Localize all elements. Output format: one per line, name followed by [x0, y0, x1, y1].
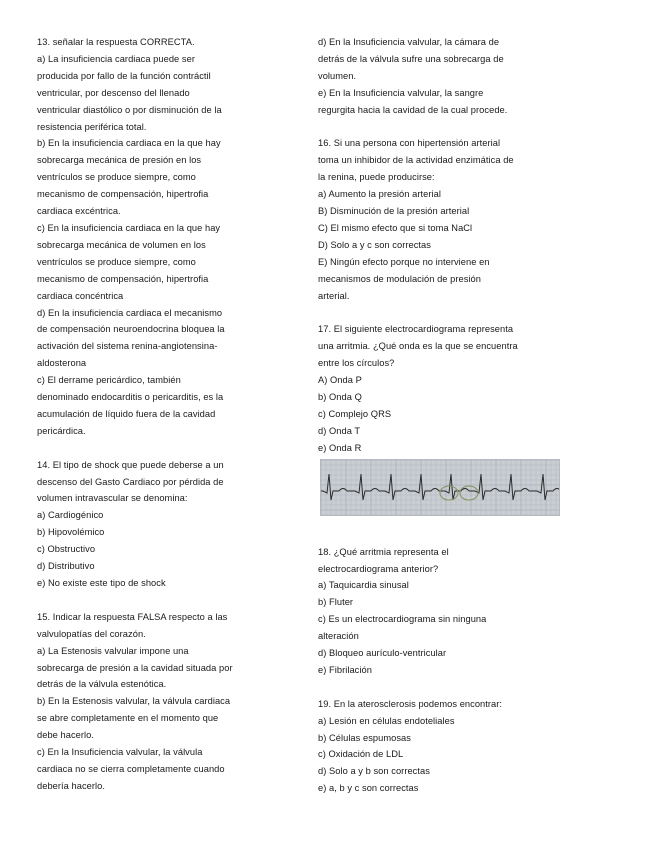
text-line: sobrecarga mecánica de volumen en los [37, 239, 206, 250]
text-line: 14. El tipo de shock que puede deberse a un [37, 459, 224, 470]
text-line: 17. El siguiente electrocardiograma representa [318, 324, 514, 335]
paragraph-gap [318, 679, 573, 696]
text-line: 16. Si una persona con hipertensión arterial [318, 138, 501, 149]
text-line: ventricular diastólico o por disminución de la [37, 104, 222, 115]
text-line: e) No existe este tipo de shock [37, 577, 166, 588]
text-line: toma un inhibidor de la actividad enzimática de [318, 155, 514, 166]
text-line: 15. Indicar la respuesta FALSA respecto a las [37, 611, 228, 622]
text-line: aldosterona [37, 358, 87, 369]
text-line: e) a, b y c son correctas [318, 783, 419, 794]
text-line: 18. ¿Qué arritmia representa el [318, 546, 449, 557]
text-line: c) El derrame pericárdico, también [37, 375, 181, 386]
ecg-image [320, 459, 560, 516]
text-line: B) Disminución de la presión arterial [318, 206, 470, 217]
text-line: a) Cardiogénico [37, 510, 104, 521]
ecg-circle-marker [460, 486, 478, 500]
text-line: D) Solo a y c son correctas [318, 239, 431, 250]
text-line: arterial. [318, 290, 350, 301]
text-line: e) Fibrilación [318, 664, 372, 675]
text-line: mecanismos de modulación de presión [318, 273, 481, 284]
text-line: se abre completamente en el momento que [37, 713, 219, 724]
text-line: d) Onda T [318, 425, 361, 436]
text-line: a) Aumento la presión arterial [318, 189, 441, 200]
ecg-strip-graphic [321, 460, 559, 515]
right-column [318, 34, 573, 797]
text-line: c) En la insuficiencia cardiaca en la que hay [37, 222, 221, 233]
text-line: regurgita hacia la cavidad de la cual procede. [318, 104, 508, 115]
text-line: 19. En la aterosclerosis podemos encontrar: [318, 698, 503, 709]
text-line: debería hacerlo. [37, 780, 105, 791]
text-line: de compensación neuroendocrina bloquea la [37, 324, 225, 335]
text-line: c) Obstructivo [37, 544, 96, 555]
text-line: d) Distributivo [37, 561, 95, 572]
text-line: cardiaca concéntrica [37, 290, 124, 301]
text-line: d) Solo a y b son correctas [318, 766, 430, 777]
text-line: ventrículos se produce siempre, como [37, 172, 196, 183]
right-column-bottom [318, 544, 573, 798]
paragraph-gap [37, 440, 285, 457]
text-line: la renina, puede producirse: [318, 172, 435, 183]
text-line: e) Onda R [318, 442, 362, 453]
text-line: cardiaca excéntrica. [37, 206, 121, 217]
text-line: resistencia periférica total. [37, 121, 147, 132]
text-line: alteración [318, 631, 359, 642]
text-line: electrocardiograma anterior? [318, 563, 439, 574]
paragraph-gap [37, 592, 285, 609]
text-line: detrás de la válvula sufre una sobrecarga de [318, 53, 504, 64]
paragraph-gap [318, 119, 573, 136]
text-line: entre los círculos? [318, 358, 395, 369]
text-line: a) La Estenosis valvular impone una [37, 645, 189, 656]
text-line: ventricular, por descenso del llenado [37, 87, 190, 98]
text-line: pericárdica. [37, 425, 86, 436]
text-line: debe hacerlo. [37, 730, 94, 741]
text-line: mecanismo de compensación, hipertrofia [37, 189, 209, 200]
text-line: detrás de la válvula estenótica. [37, 679, 167, 690]
text-line: d) En la Insuficiencia valvular, la cámara de [318, 37, 500, 47]
text-line: C) El mismo efecto que si toma NaCl [318, 222, 473, 233]
text-line: producida por fallo de la función contráctil [37, 70, 211, 81]
text-line: volumen. [318, 70, 357, 81]
text-line: a) Lesión en células endoteliales [318, 715, 455, 726]
text-line: denominado endocarditis o pericarditis, es la [37, 392, 224, 403]
text-line: A) Onda P [318, 375, 362, 386]
text-line: c) Oxidación de LDL [318, 749, 404, 760]
text-line: d) Bloqueo aurículo-ventricular [318, 648, 447, 659]
left-column [37, 34, 285, 795]
text-line: ventrículos se produce siempre, como [37, 256, 196, 267]
text-line: descenso del Gasto Cardiaco por pérdida de [37, 476, 224, 487]
ecg-trace [321, 474, 559, 500]
right-column-top [318, 34, 573, 457]
text-line: b) En la insuficiencia cardiaca en la que hay [37, 138, 221, 149]
text-line: activación del sistema renina-angiotensina- [37, 341, 218, 352]
text-line: b) Células espumosas [318, 732, 411, 743]
text-line: E) Ningún efecto porque no interviene en [318, 256, 490, 267]
text-line: sobrecarga de presión a la cavidad situada por [37, 662, 233, 673]
text-line: 13. señalar la respuesta CORRECTA. [37, 37, 195, 47]
text-line: cardiaca no se cierra completamente cuando [37, 763, 225, 774]
text-line: a) Taquicardia sinusal [318, 580, 409, 591]
text-line: b) En la Estenosis valvular, la válvula cardiaca [37, 696, 231, 707]
text-line: volumen intravascular se denomina: [37, 493, 188, 504]
text-line: c) En la Insuficiencia valvular, la válvula [37, 747, 203, 758]
text-line: mecanismo de compensación, hipertrofia [37, 273, 209, 284]
text-line: valvulopatías del corazón. [37, 628, 146, 639]
text-line: b) Hipovolémico [37, 527, 105, 538]
text-line: e) En la Insuficiencia valvular, la sangre [318, 87, 484, 98]
text-line: a) La insuficiencia cardiaca puede ser [37, 53, 195, 64]
text-line: sobrecarga mecánica de presión en los [37, 155, 202, 166]
text-line: d) En la insuficiencia cardiaca el mecanismo [37, 307, 223, 318]
text-line: c) Complejo QRS [318, 408, 392, 419]
text-line: una arritmia. ¿Qué onda es la que se encuentra [318, 341, 518, 352]
text-line: b) Onda Q [318, 392, 362, 402]
paragraph-gap [318, 304, 573, 321]
text-line: acumulación de líquido fuera de la cavidad [37, 408, 216, 419]
text-line: c) Es un electrocardiograma sin ninguna [318, 614, 487, 625]
text-line: b) Fluter [318, 597, 354, 608]
